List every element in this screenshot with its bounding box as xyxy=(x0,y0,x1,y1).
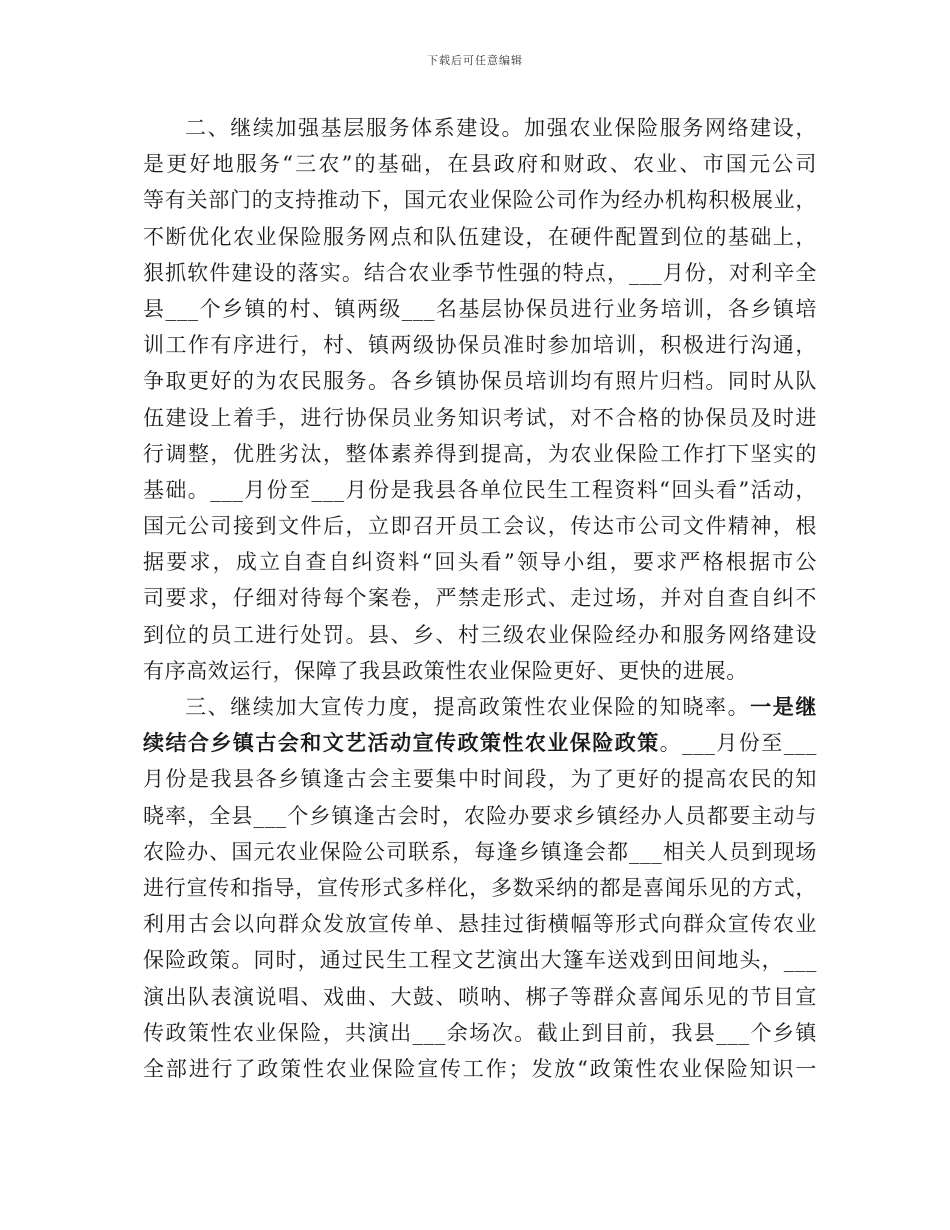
page-header: 下载后可任意编辑 xyxy=(427,54,523,67)
paragraph-line: 争取更好的为农民服务。各乡镇协保员培训均有照片归档。同时从队 xyxy=(143,369,817,394)
paragraph-line: 进行宣传和指导，宣传形式多样化，多数采纳的都是喜闻乐见的方式， xyxy=(143,875,817,900)
paragraph-service-system xyxy=(143,110,817,689)
paragraph-line: 狠抓软件建设的落实。结合农业季节性强的特点，___月份，对利辛全 xyxy=(143,260,817,285)
paragraph-line: 是更好地服务“三农”的基础，在县政府和财政、农业、市国元公司 xyxy=(143,152,817,177)
paragraph-line: 到位的员工进行处罚。县、乡、村三级农业保险经办和服务网络建设 xyxy=(143,622,817,647)
paragraph-line: 基础。___月份至___月份是我县各单位民生工程资料“回头看”活动， xyxy=(143,477,817,502)
bold-text: 一是继 xyxy=(750,694,817,719)
paragraph-line: 二、继续加强基层服务体系建设。加强农业保险服务网络建设， xyxy=(185,116,817,140)
paragraph-line: 行调整，优胜劣汰，整体素养得到提高，为农业保险工作打下坚实的 xyxy=(143,441,817,466)
paragraph-publicity xyxy=(143,689,817,1087)
paragraph-line xyxy=(143,725,817,761)
paragraph-line: 训工作有序进行，村、镇两级协保员准时参加培训，积极进行沟通， xyxy=(143,333,817,358)
paragraph-line: 月份是我县各乡镇逢古会主要集中时间段，为了更好的提高农民的知 xyxy=(143,767,817,792)
normal-text: 三、继续加大宣传力度，提高政策性农业保险的知晓率。 xyxy=(185,695,751,719)
paragraph-line: 国元公司接到文件后，立即召开员工会议，传达市公司文件精神，根 xyxy=(143,514,817,539)
paragraph-line: 晓率，全县___个乡镇逢古会时，农险办要求乡镇经办人员都要主动与 xyxy=(143,803,817,828)
paragraph-line: 县___个乡镇的村、镇两级___名基层协保员进行业务培训，各乡镇培 xyxy=(143,296,817,321)
paragraph-line: 有序高效运行，保障了我县政策性农业保险更好、更快的进展。 xyxy=(143,658,748,683)
paragraph-line: 传政策性农业保险，共演出___余场次。截止到目前，我县___个乡镇 xyxy=(143,1020,817,1045)
bold-text: 续结合乡镇古会和文艺活动宣传政策性农业保险政策 xyxy=(143,730,660,756)
paragraph-line: 利用古会以向群众发放宣传单、悬挂过街横幅等形式向群众宣传农业 xyxy=(143,912,817,937)
paragraph-line: 农险办、国元农业保险公司联系，每逢乡镇逢会都___相关人员到现场 xyxy=(143,839,817,864)
paragraph-line: 不断优化农业保险服务网点和队伍建设，在硬件配置到位的基础上， xyxy=(143,224,817,249)
paragraph-line: 演出队表演说唱、戏曲、大鼓、唢呐、梆子等群众喜闻乐见的节目宣 xyxy=(143,984,817,1009)
normal-text: 。___月份至___ xyxy=(659,731,817,756)
paragraph-line: 司要求，仔细对待每个案卷，严禁走形式、走过场，并对自查自纠不 xyxy=(143,586,817,611)
paragraph-line: 保险政策。同时，通过民生工程文艺演出大篷车送戏到田间地头，___ xyxy=(143,948,817,973)
paragraph-line: 伍建设上着手，进行协保员业务知识考试，对不合格的协保员及时进 xyxy=(143,405,817,430)
paragraph-line: 等有关部门的支持推动下，国元农业保险公司作为经办机构积极展业， xyxy=(143,188,817,213)
paragraph-line xyxy=(143,689,817,725)
paragraph-line: 据要求，成立自查自纠资料“回头看”领导小组，要求严格根据市公 xyxy=(143,550,817,575)
paragraph-line: 全部进行了政策性农业保险宣传工作；发放“政策性农业保险知识一 xyxy=(143,1056,817,1081)
document-body xyxy=(143,110,817,1087)
